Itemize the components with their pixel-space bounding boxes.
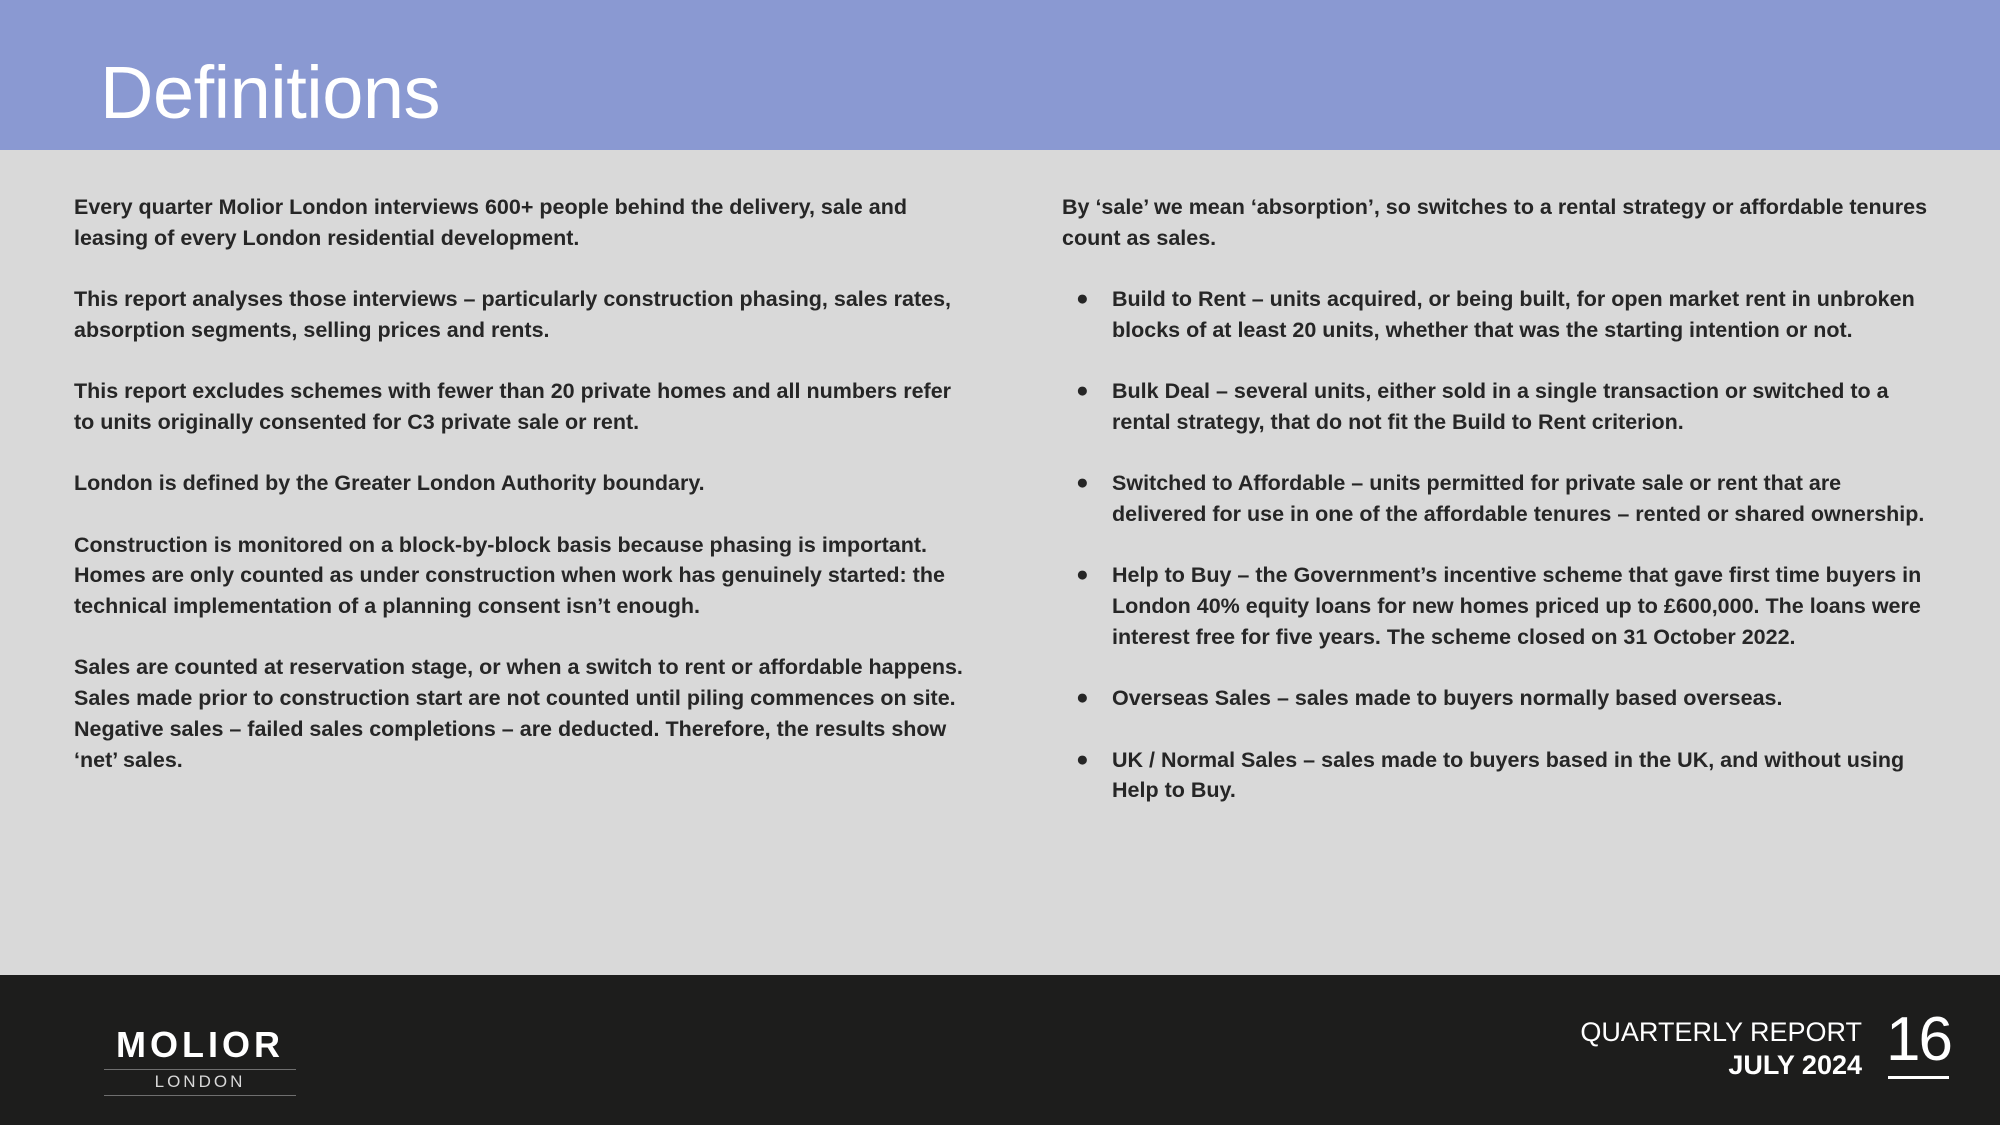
definitions-list — [1062, 284, 1932, 806]
list-item — [1062, 683, 1932, 714]
paragraph-sale-meaning: By ‘sale’ we mean ‘absorption’, so switches to a rental strategy or affordable tenures count as sales. — [1062, 195, 1928, 250]
report-label: QUARTERLY REPORT — [1580, 1017, 1862, 1047]
list-item — [1062, 560, 1932, 652]
bullet-text-uk-normal-sales: UK / Normal Sales – sales made to buyers based in the UK, and without using Help to Buy. — [1112, 747, 1905, 803]
paragraph-construction: Construction is monitored on a block-by-block basis because phasing is important. Homes are only counted as under construction when work has genuinely started: the technical implementation of a planning consent isn’t enough. — [74, 532, 945, 619]
header-banner — [0, 0, 2000, 150]
bullet-text-overseas-sales: Overseas Sales – sales made to buyers normally based overseas. — [1112, 686, 1783, 711]
logo-subtitle: LONDON — [154, 1072, 246, 1091]
left-column — [74, 192, 974, 806]
bullet-icon: ● — [1076, 379, 1089, 403]
page-number-underline — [1888, 1076, 1949, 1079]
paragraph-sales: Sales are counted at reservation stage, or when a switch to rent or affordable happens. Sales made prior to construction start are not counted until piling commences on site. Negative sales – failed sales completions – are deducted. Therefore, the results show ‘net’ sales. — [74, 655, 963, 772]
report-date: JULY 2024 — [1728, 1050, 1862, 1080]
paragraph-interviews: Every quarter Molior London interviews 600+ people behind the delivery, sale and leasing of every London residential development. — [74, 195, 907, 250]
page-title: Definitions — [100, 51, 441, 134]
list-item — [1062, 745, 1932, 806]
bullet-icon: ● — [1076, 471, 1089, 495]
bullet-text-switched-to-affordable: Switched to Affordable – units permitted for private sale or rent that are delivered for use in one of the affordable tenures – rented or shared ownership. — [1112, 471, 1925, 526]
footer-bar — [0, 975, 2000, 1125]
list-item — [1062, 376, 1932, 437]
logo-divider-bottom — [104, 1095, 296, 1096]
bullet-icon: ● — [1076, 563, 1089, 587]
paragraph-london-definition: London is defined by the Greater London Authority boundary. — [74, 471, 705, 496]
bullet-text-bulk-deal: Bulk Deal – several units, either sold in a single transaction or switched to a rental strategy, that do not fit the Build to Rent criterion. — [1112, 379, 1889, 434]
list-item — [1062, 284, 1932, 345]
logo-wordmark: MOLIOR — [116, 1024, 284, 1065]
right-column — [1062, 192, 1932, 837]
content-area — [0, 192, 2000, 962]
logo-divider-top — [104, 1069, 296, 1070]
bullet-text-build-to-rent: Build to Rent – units acquired, or being built, for open market rent in unbroken blocks of at least 20 units, whether that was the starting intention or not. — [1112, 287, 1915, 342]
page-number: 16 — [1886, 1005, 1951, 1074]
molior-london-logo — [104, 1025, 296, 1095]
bullet-icon: ● — [1076, 686, 1089, 710]
paragraph-report-analyses: This report analyses those interviews – particularly construction phasing, sales rates, absorption segments, selling prices and rents. — [74, 287, 952, 342]
bullet-icon: ● — [1076, 287, 1089, 311]
paragraph-report-excludes: This report excludes schemes with fewer than 20 private homes and all numbers refer to units originally consented for C3 private sale or rent. — [74, 379, 952, 434]
bullet-icon: ● — [1076, 747, 1089, 771]
report-info — [1580, 1015, 1862, 1081]
bullet-text-help-to-buy: Help to Buy – the Government’s incentive scheme that gave first time buyers in London 40% equity loans for new homes priced up to £600,000. The loans were interest free for five years. The scheme closed on 31 October 2022. — [1112, 563, 1922, 649]
list-item — [1062, 468, 1932, 529]
